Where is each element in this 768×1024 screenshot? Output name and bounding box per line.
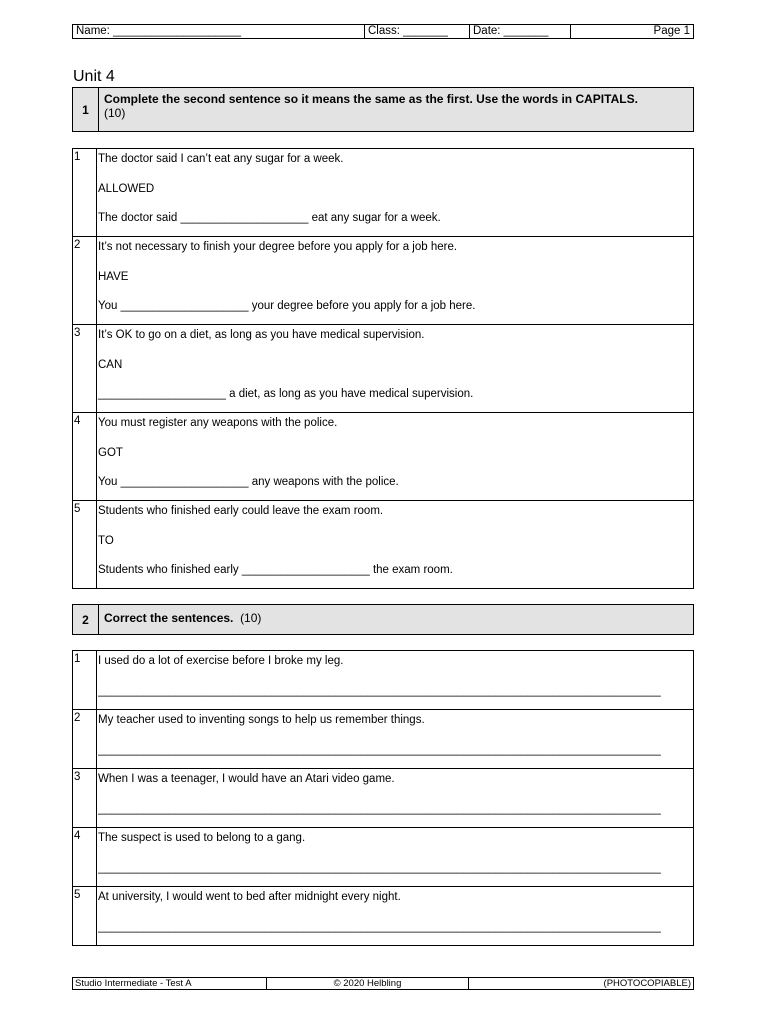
class-field[interactable]: Class: _______	[365, 25, 470, 38]
section-number: 2	[73, 605, 99, 634]
section-1-table	[72, 148, 694, 589]
table-row	[73, 887, 693, 946]
item-number: 2	[73, 710, 97, 768]
page-number: Page 1	[653, 25, 690, 37]
instruction-text: Complete the second sentence so it means the same as the first. Use the words in CAPITALS.	[104, 92, 638, 106]
table-row	[73, 710, 693, 769]
item-sentence: The doctor said I can’t eat any sugar for a week.	[98, 153, 344, 165]
course-name: Studio Intermediate - Test A	[73, 978, 267, 989]
item-number: 3	[73, 769, 97, 827]
item-content	[97, 325, 693, 412]
section-instruction	[99, 88, 643, 131]
item-sentence: When I was a teenager, I would have an Atari video game.	[98, 773, 395, 785]
name-field[interactable]: Name: ____________________	[73, 25, 365, 38]
item-keyword: TO	[98, 534, 114, 547]
item-content	[97, 237, 693, 324]
table-row	[73, 651, 693, 710]
points: (10)	[104, 106, 126, 120]
answer-line[interactable]: ________________________________________________________________________________________	[98, 862, 661, 874]
table-row	[73, 325, 693, 413]
item-sentence: My teacher used to inventing songs to help us remember things.	[98, 714, 425, 726]
item-content	[97, 413, 693, 500]
table-row	[73, 828, 693, 887]
item-content	[97, 769, 693, 827]
item-content	[97, 887, 693, 946]
footer-table	[72, 977, 694, 990]
item-number: 3	[73, 325, 97, 412]
item-keyword: ALLOWED	[98, 182, 155, 195]
table-row	[73, 237, 693, 325]
copyright: © 2020 Helbling	[267, 978, 469, 989]
section-instruction	[99, 605, 266, 634]
item-content	[97, 149, 693, 236]
section-1-heading	[72, 87, 694, 132]
item-sentence: The suspect is used to belong to a gang.	[98, 832, 306, 844]
item-content	[97, 651, 693, 709]
section-2-table	[72, 650, 694, 946]
item-number: 2	[73, 237, 97, 324]
item-number: 5	[73, 887, 97, 946]
item-content	[97, 828, 693, 886]
item-number: 4	[73, 413, 97, 500]
item-content	[97, 501, 693, 589]
points: (10)	[240, 611, 262, 625]
item-number: 1	[73, 149, 97, 236]
item-content	[97, 710, 693, 768]
answer-line[interactable]: ________________________________________________________________________________________	[98, 685, 661, 697]
table-row	[73, 413, 693, 501]
unit-title: Unit 4	[73, 68, 115, 85]
instruction-text: Correct the sentences.	[104, 611, 234, 625]
item-keyword: GOT	[98, 446, 123, 459]
item-answer-prompt[interactable]: You ____________________ your degree before you apply for a job here.	[98, 300, 476, 312]
item-answer-prompt[interactable]: ____________________ a diet, as long as you have medical supervision.	[98, 388, 474, 400]
item-keyword: CAN	[98, 358, 123, 371]
item-sentence: It’s OK to go on a diet, as long as you have medical supervision.	[98, 329, 425, 341]
section-number: 1	[73, 88, 99, 131]
date-field[interactable]: Date: _______	[470, 25, 571, 38]
item-keyword: HAVE	[98, 270, 129, 283]
item-answer-prompt[interactable]: You ____________________ any weapons with the police.	[98, 476, 399, 488]
answer-line[interactable]: ________________________________________________________________________________________	[98, 921, 661, 933]
answer-line[interactable]: ________________________________________________________________________________________	[98, 803, 661, 815]
photocopiable-note: (PHOTOCOPIABLE)	[603, 978, 691, 989]
answer-line[interactable]: ________________________________________________________________________________________	[98, 744, 661, 756]
item-number: 4	[73, 828, 97, 886]
item-answer-prompt[interactable]: The doctor said ____________________ eat any sugar for a week.	[98, 212, 441, 224]
item-sentence: Students who finished early could leave the exam room.	[98, 505, 384, 517]
table-row	[73, 501, 693, 589]
table-row	[73, 769, 693, 828]
item-sentence: It’s not necessary to finish your degree before you apply for a job here.	[98, 241, 458, 253]
item-number: 5	[73, 501, 97, 589]
item-sentence: I used do a lot of exercise before I broke my leg.	[98, 655, 344, 667]
section-2-heading	[72, 604, 694, 635]
header-table	[72, 24, 694, 39]
item-answer-prompt[interactable]: Students who finished early ____________________ the exam room.	[98, 564, 453, 576]
item-sentence: At university, I would went to bed after midnight every night.	[98, 891, 401, 903]
table-row	[73, 149, 693, 237]
item-number: 1	[73, 651, 97, 709]
item-sentence: You must register any weapons with the police.	[98, 417, 338, 429]
